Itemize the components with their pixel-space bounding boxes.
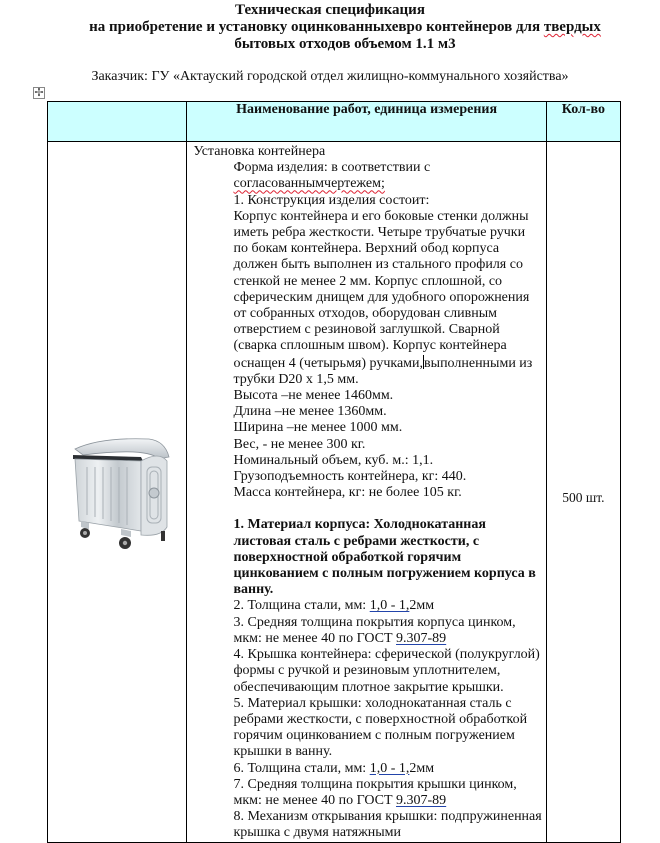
- spec-volume: Номинальный объем, куб. м.: 1,1.: [233, 452, 434, 468]
- item-3-text: 3. Средняя толщина покрытия корпуса цинком, мкм: не менее 40 по ГОСТ: [233, 614, 516, 646]
- item-2-link[interactable]: 1,0 - 1,: [369, 598, 410, 614]
- material-heading: 1. Материал корпуса: Холоднокатанная листовая сталь с ребрами жесткости, с поверхностной обработкой горячим цинкованием с полным погружением корпуса в ванну.: [233, 517, 536, 598]
- title-line-2-text: на приобретение и установку оцинкованныхевро контейнеров для: [89, 19, 544, 35]
- item-7-gost-link[interactable]: 9.307-89: [396, 792, 447, 808]
- item-6-link[interactable]: 1,0 - 1,: [369, 760, 410, 776]
- quantity-cell: 500 шт.: [546, 142, 620, 843]
- spec-mass: Масса контейнера, кг: не более 105 кг.: [233, 485, 462, 501]
- item-2-text: 2. Толщина стали, мм:: [233, 598, 370, 614]
- description-cell[interactable]: [187, 142, 546, 843]
- item-6-suffix: 2мм: [409, 760, 435, 776]
- table-move-handle-icon[interactable]: ✢: [34, 87, 44, 99]
- table-header-row: [48, 102, 621, 142]
- spellcheck-form-line-2[interactable]: согласованнымчертежем;: [233, 176, 385, 192]
- item-6-text: 6. Толщина стали, мм:: [233, 760, 370, 776]
- body-text-1: Корпус контейнера и его боковые стенки должны иметь ребра жесткости. Четыре трубчатые ручки по бокам контейнера. Верхний обод корпуса должен быть выполнен из стального профиля со стенкой не менее 2 мм. Корпус сплошной, со сферическим днищем для удобного опорожнения от собранных отходов, оборудован сливным отверстием с резиновой заглушкой. Сварной (сварка сплошным швом). Корпус контейнера оснащен 4 (четырьмя) ручками,: [233, 208, 530, 371]
- spec-length: Длина –не менее 1360мм.: [233, 404, 387, 420]
- construction-title: 1. Конструкция изделия состоит:: [233, 192, 430, 208]
- item-2-suffix: 2мм: [409, 598, 435, 614]
- form-line-1: Форма изделия: в соответствии с: [233, 160, 431, 176]
- title-line-3: бытовых отходов объемом 1.1 м3: [234, 36, 456, 52]
- spec-capacity: Грузоподъемность контейнера, кг: 440.: [233, 469, 467, 485]
- galvanized-container-icon: [61, 431, 173, 553]
- item-8: 8. Механизм открывания крышки: подпружиненная крышка с двумя натяжными: [233, 809, 542, 841]
- item-4: 4. Крышка контейнера: сферической (полукруглой) формы с ручкой и резиновым уплотнителем, обеспечивающим плотное закрытие крышки.: [233, 647, 540, 695]
- spellcheck-word[interactable]: твердых: [543, 19, 601, 35]
- image-cell: [48, 142, 187, 843]
- item-3: [233, 615, 515, 646]
- spec-width: Ширина –не менее 1000 мм.: [233, 420, 403, 436]
- table-row: [48, 142, 621, 843]
- title-line-1: Техническая спецификация: [235, 2, 425, 18]
- item-7: [233, 777, 516, 808]
- document-title: [0, 2, 660, 53]
- body-text-2: выполненными из трубки D20 х 1,5 мм.: [233, 355, 533, 387]
- header-qty-cell: Кол-во: [546, 102, 620, 142]
- item-6: [233, 761, 434, 776]
- title-line-2: [0, 19, 660, 36]
- spec-weight: Вес, - не менее 300 кг.: [233, 436, 366, 452]
- customer-line: Заказчик: ГУ «Актауский городской отдел жилищно-коммунального хозяйства»: [91, 69, 569, 84]
- item-5: 5. Материал крышки: холоднокатанная сталь с ребрами жесткости, с поверхностной обработкой горячим оцинкованием с полным погружением крышки в ванну.: [233, 695, 528, 760]
- item-2: [233, 598, 434, 613]
- spec-height: Высота –не менее 1460мм.: [233, 388, 394, 404]
- header-image-cell: [48, 102, 187, 142]
- item-7-text: 7. Средняя толщина покрытия крышки цинком, мкм: не менее 40 по ГОСТ: [233, 776, 517, 808]
- header-name-cell: Наименование работ, единица измерения: [187, 102, 546, 142]
- specification-table: [47, 101, 621, 843]
- item-3-gost-link[interactable]: 9.307-89: [396, 630, 447, 646]
- desc-heading: Установка контейнера: [193, 144, 326, 159]
